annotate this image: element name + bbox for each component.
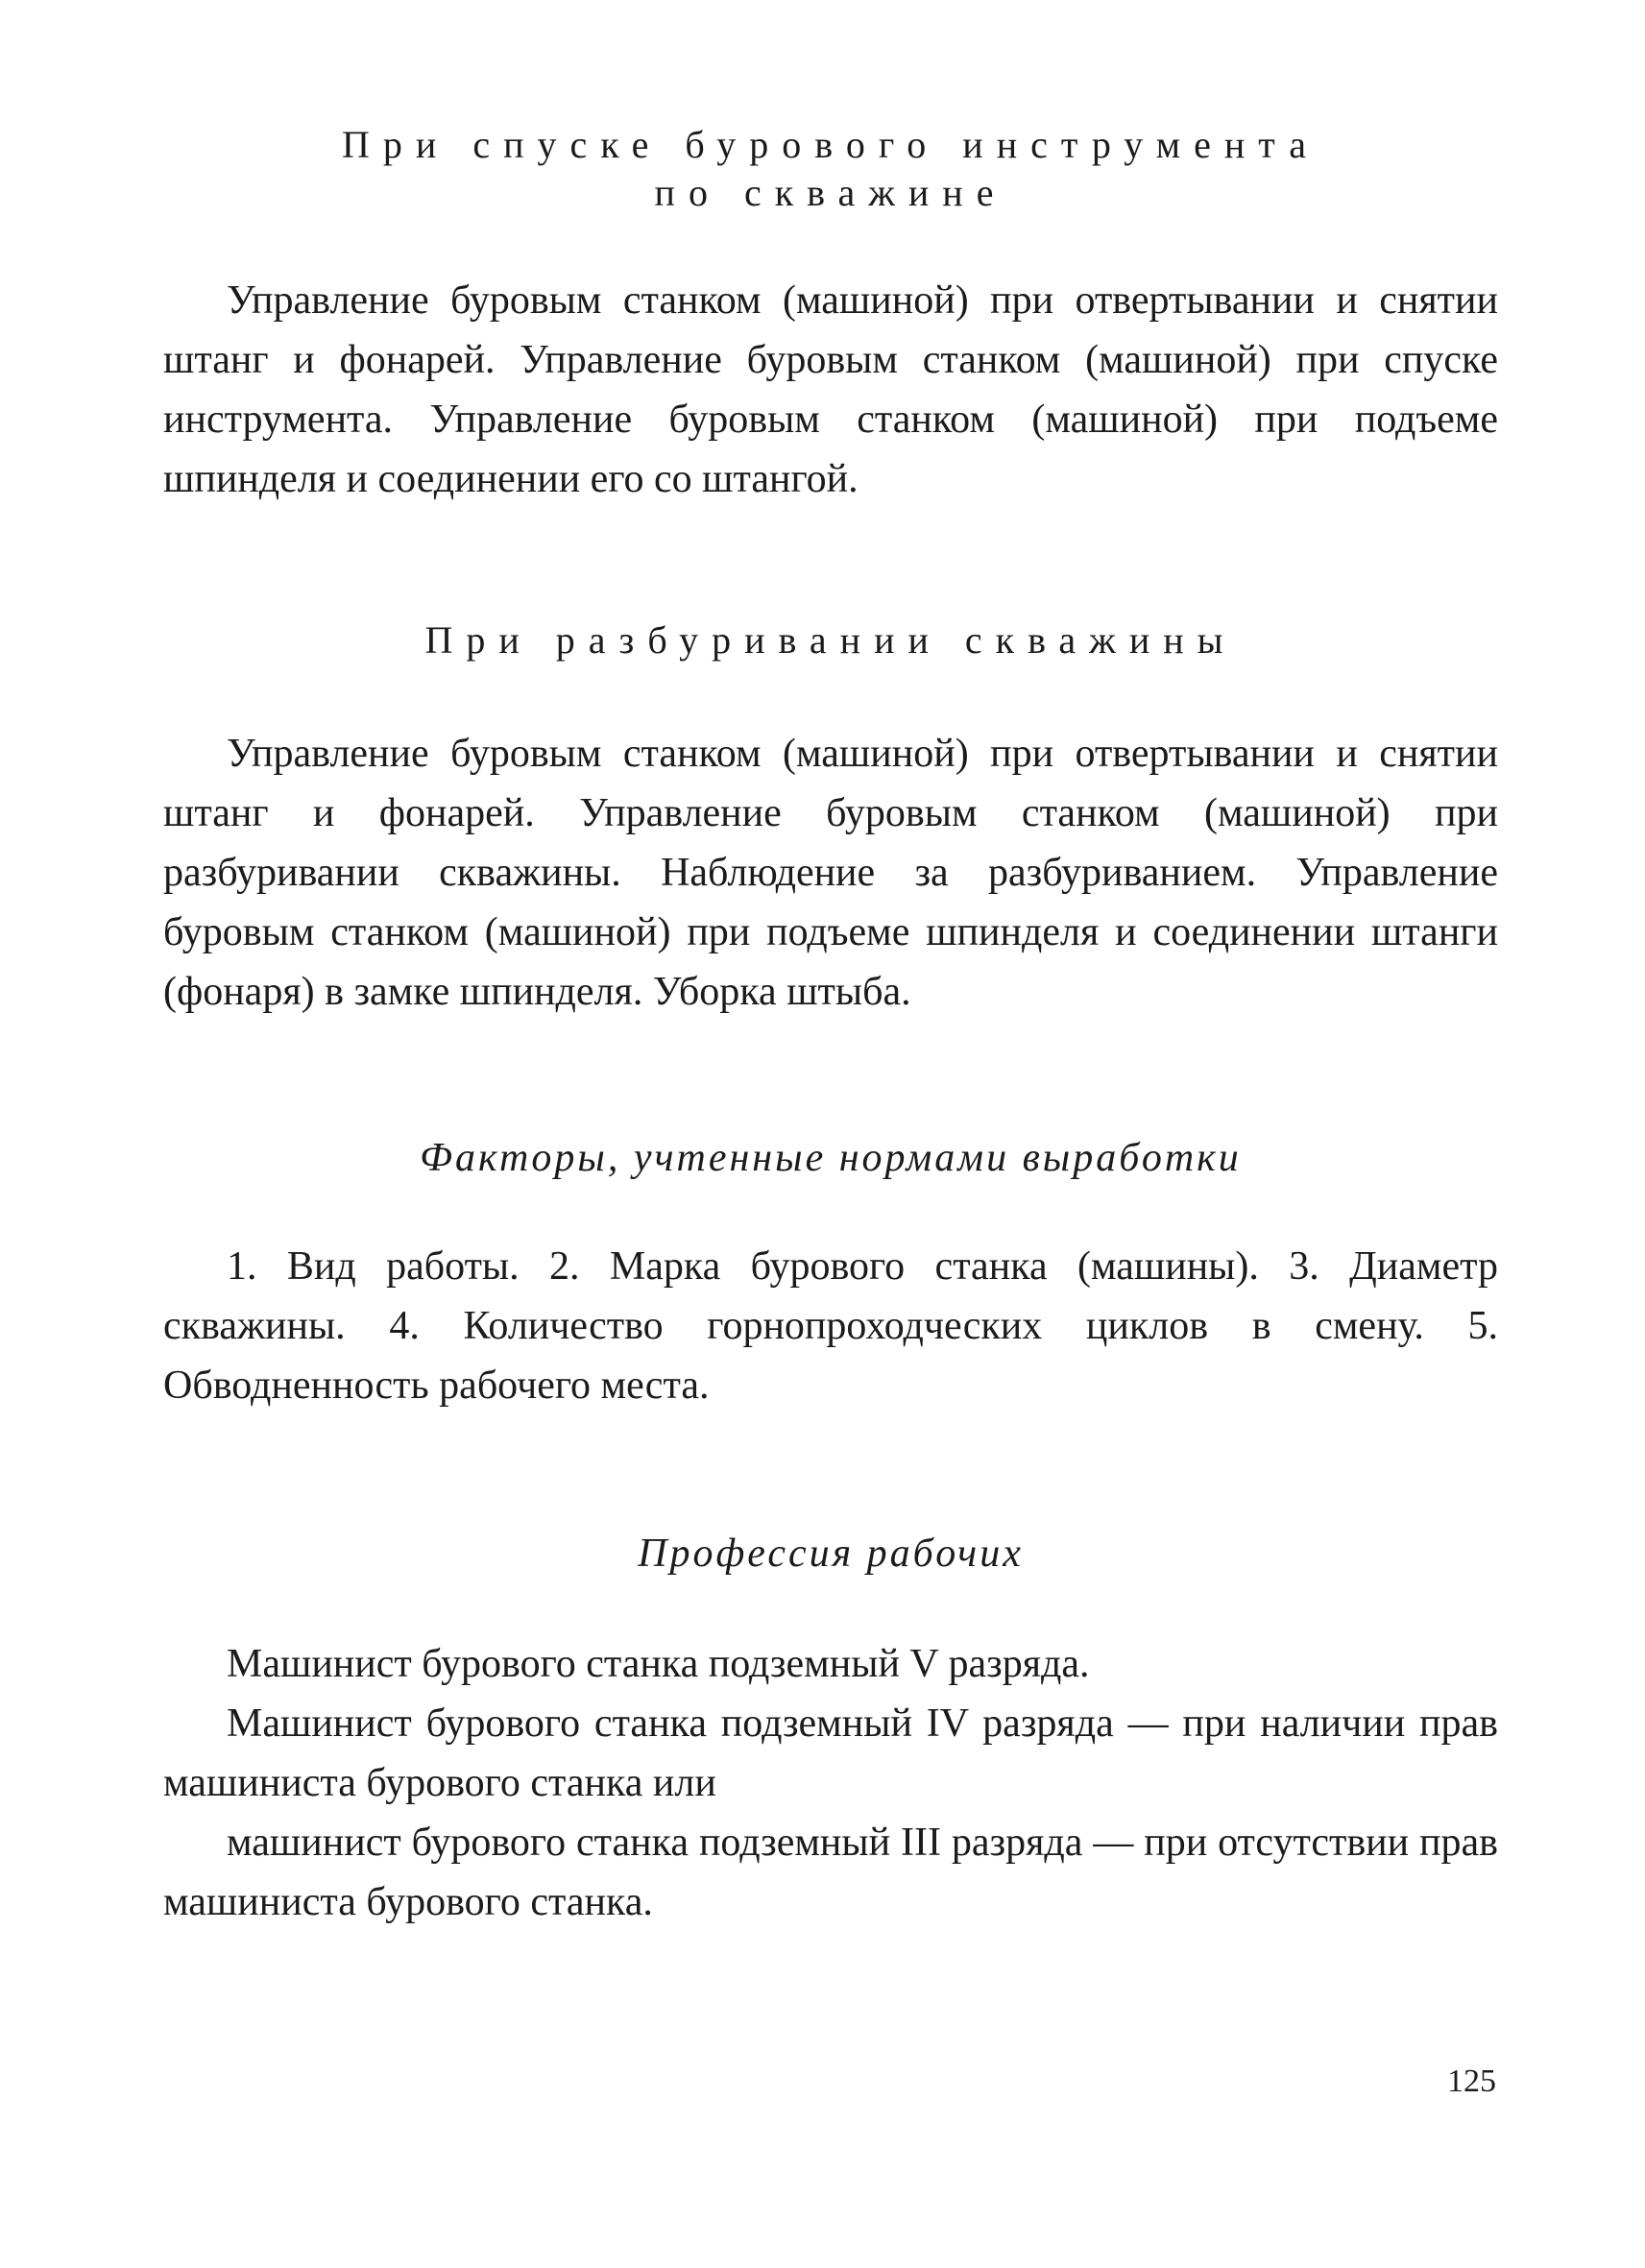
section-title-lowering-line1: При спуске бурового инструмента: [342, 123, 1319, 166]
section-title-profession: Профессия рабочих: [638, 1532, 1024, 1576]
section-title-reaming: При разбуривании скважины: [424, 618, 1237, 662]
section-title-factors: Факторы, учтенные нормами выработки: [420, 1136, 1242, 1180]
paragraph-lowering: Управление буровым станком (машиной) при отвертывании и снятии штанг и фонарей. Управление буровым станком (машиной) при спуске инструмента. Управление буровым станком (машиной) при подъеме шпинделя и соединении его со штангой.: [163, 278, 1498, 501]
paragraph-reaming: Управление буровым станком (машиной) при отвертывании и снятии штанг и фонарей. Управление буровым станком (машиной) при разбуривании скважины. Наблюдение за разбуриванием. Управление буровым станком (машиной) при подъеме шпинделя и соединении штанги (фонаря) в замке шпинделя. Уборка штыба.: [163, 732, 1498, 1014]
profession-line-1: Машинист бурового станка подземный V разряда.: [227, 1642, 1090, 1686]
paragraph-factors: 1. Вид работы. 2. Марка бурового станка (машины). 3. Диаметр скважины. 4. Количество горнопроходческих циклов в смену. 5. Обводненность рабочего места.: [163, 1244, 1498, 1408]
section-title-lowering-line2: по скважине: [654, 171, 1007, 214]
page-number: 125: [1447, 2063, 1496, 2099]
profession-line-2: Машинист бурового станка подземный IV разряда — при наличии прав машиниста бурового станка или: [163, 1701, 1498, 1805]
profession-line-3: машинист бурового станка подземный III разряда — при отсутствии прав машиниста бурового станка.: [163, 1821, 1498, 1924]
